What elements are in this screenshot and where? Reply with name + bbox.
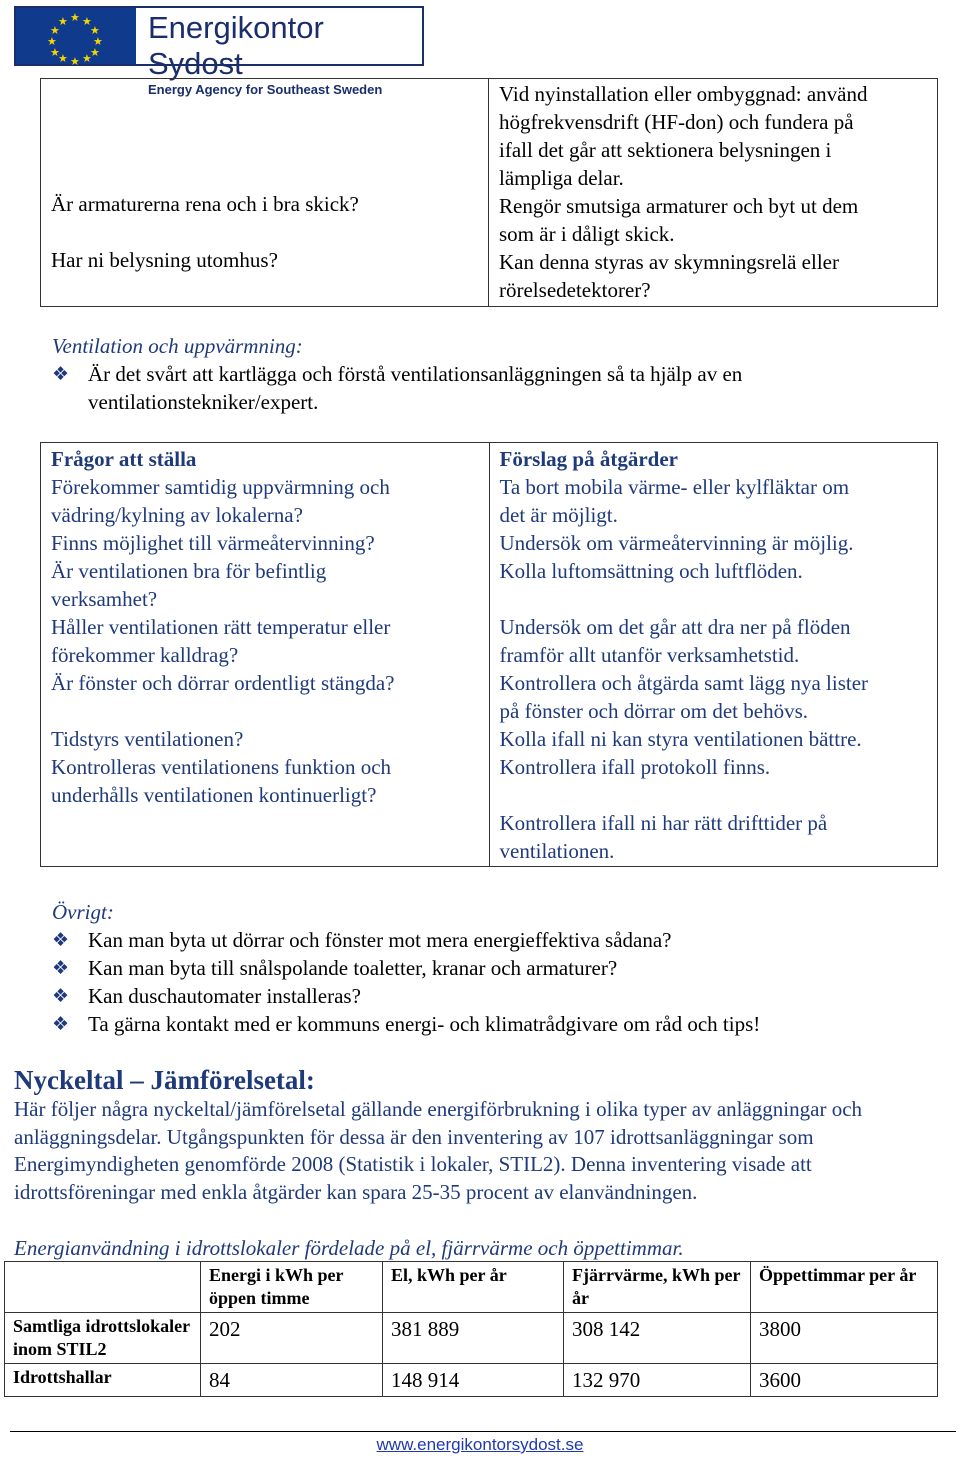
answer-text: Kan denna styras av skymningsrelä eller [499, 250, 839, 274]
answer-text: som är i dåligt skick. [499, 222, 675, 246]
question-text: Är fönster och dörrar ordentligt stängda? [51, 671, 395, 695]
lighting-table [40, 78, 938, 307]
table-row [5, 1313, 938, 1364]
table-header-row [5, 1262, 938, 1313]
table-cell: 84 [201, 1364, 383, 1397]
question-text: Är ventilationen bra för befintlig [51, 559, 327, 583]
question-text: Håller ventilationen rätt temperatur eller [51, 615, 391, 639]
action-text: Undersök om värmeåtervinning är möjlig. [499, 531, 854, 555]
answer-text: Vid nyinstallation eller ombyggnad: använd [499, 82, 868, 106]
action-text: Kolla ifall ni kan styra ventilationen bättre. [499, 727, 862, 751]
bullet-text: Kan man byta till snålspolande toaletter, kranar och armaturer? [88, 956, 618, 980]
logo-name: Energikontor Sydost [148, 10, 324, 81]
question-text: förekommer kalldrag? [51, 643, 239, 667]
answer-text: ifall det går att sektionera belysningen i [499, 138, 832, 162]
questions-cell [41, 79, 489, 307]
list-item [52, 954, 932, 982]
action-text: Kontrollera och åtgärda samt lägg nya lister [499, 671, 869, 695]
question-text: Är armaturerna rena och i bra skick? [51, 192, 359, 216]
answer-text: Rengör smutsiga armaturer och byt ut dem [499, 194, 859, 218]
ventilation-heading: Ventilation och uppvärmning: [52, 334, 303, 358]
column-header: Förslag på åtgärder [499, 447, 678, 471]
column-header: Energi i kWh per öppen timme [201, 1262, 383, 1313]
bullet-line: ventilationstekniker/expert. [88, 390, 319, 414]
diamond-bullet-icon: ❖ [52, 363, 70, 385]
list-item [52, 926, 932, 954]
questions-column [41, 443, 490, 867]
action-text: Undersök om det går att dra ner på flöden [499, 615, 851, 639]
answers-cell [489, 79, 938, 307]
table-caption: Energianvändning i idrottslokaler fördelade på el, fjärrvärme och öppettimmar. [14, 1236, 684, 1260]
bullet-text: Kan duschautomater installeras? [88, 984, 361, 1008]
energy-table [4, 1261, 938, 1397]
column-header [5, 1262, 201, 1313]
list-item [52, 360, 932, 416]
question-text: vädring/kylning av lokalerna? [51, 503, 303, 527]
action-text: Kontrollera ifall protokoll finns. [499, 755, 771, 779]
logo-text [136, 8, 422, 97]
key-figures-heading: Nyckeltal – Jämförelsetal: [14, 1065, 315, 1095]
table-cell: 132 970 [564, 1364, 751, 1397]
actions-column [489, 443, 938, 867]
action-text: det är möjligt. [499, 503, 618, 527]
action-text: Kolla luftomsättning och luftflöden. [499, 559, 803, 583]
column-header: El, kWh per år [383, 1262, 564, 1313]
table-cell: 381 889 [383, 1313, 564, 1364]
diamond-bullet-icon: ❖ [52, 985, 70, 1007]
diamond-bullet-icon: ❖ [52, 957, 70, 979]
footer-divider [10, 1431, 956, 1432]
question-text: Har ni belysning utomhus? [51, 248, 278, 272]
diamond-bullet-icon: ❖ [52, 1013, 70, 1035]
action-text: på fönster och dörrar om det behövs. [499, 699, 808, 723]
column-header: Fjärrvärme, kWh per år [564, 1262, 751, 1313]
logo [14, 6, 424, 97]
action-text: Kontrollera ifall ni har rätt drifttider på [499, 811, 828, 835]
bullet-text: Ta gärna kontakt med er kommuns energi- och klimatrådgivare om råd och tips! [88, 1012, 761, 1036]
table-cell: 202 [201, 1313, 383, 1364]
question-text: Tidstyrs ventilationen? [51, 727, 244, 751]
diamond-bullet-icon: ❖ [52, 929, 70, 951]
column-header: Öppettimmar per år [751, 1262, 938, 1313]
table-cell: 148 914 [383, 1364, 564, 1397]
other-heading: Övrigt: [52, 900, 114, 924]
table-row [41, 79, 938, 307]
footer-link[interactable]: www.energikontorsydost.se [376, 1435, 584, 1454]
answer-text: högfrekvensdrift (HF-don) och fundera på [499, 110, 854, 134]
logo-subtitle: Energy Agency for Southeast Sweden [148, 82, 383, 97]
question-text: Förekommer samtidig uppvärmning och [51, 475, 390, 499]
key-figures-paragraph: Här följer några nyckeltal/jämförelsetal gällande energiförbrukning i olika typer av anläggningar och anläggningsdelar. Utgångspunkten för dessa är den inventering av 107 idrottsanläggningar som Energimyndigheten genomförde 2008 (Statistik i lokaler, STIL2). Denna inventering visade att idrottsföreningar med enkla åtgärder kan spara 25-35 procent av elanvändningen. [14, 1097, 863, 1204]
row-label: Samtliga idrottslokaler inom STIL2 [5, 1313, 201, 1364]
question-text: Finns möjlighet till värmeåtervinning? [51, 531, 375, 555]
action-text: Ta bort mobila värme- eller kylfläktar om [499, 475, 850, 499]
row-label: Idrottshallar [5, 1364, 201, 1397]
list-item [52, 982, 932, 1010]
column-header: Frågor att ställa [51, 447, 197, 471]
table-cell: 3600 [751, 1364, 938, 1397]
answer-text: rörelsedetektorer? [499, 278, 651, 302]
table-cell: 3800 [751, 1313, 938, 1364]
other-bullets [52, 926, 932, 1038]
eu-flag-icon: ★ ★ ★ ★ ★ ★ ★ ★ ★ ★ ★ ★ [16, 8, 136, 64]
table-row [41, 443, 938, 867]
question-text: verksamhet? [51, 587, 158, 611]
bullet-text: Kan man byta ut dörrar och fönster mot mera energieffektiva sådana? [88, 928, 672, 952]
action-text: ventilationen. [499, 839, 615, 863]
ventilation-table [40, 442, 938, 867]
ventilation-bullets [52, 360, 932, 416]
list-item [52, 1010, 932, 1038]
question-text: underhålls ventilationen kontinuerligt? [51, 783, 377, 807]
answer-text: lämpliga delar. [499, 166, 624, 190]
table-cell: 308 142 [564, 1313, 751, 1364]
table-row [5, 1364, 938, 1397]
bullet-line: Är det svårt att kartlägga och förstå ventilationsanläggningen så ta hjälp av en [88, 362, 743, 386]
action-text: framför allt utanför verksamhetstid. [499, 643, 800, 667]
question-text: Kontrolleras ventilationens funktion och [51, 755, 392, 779]
